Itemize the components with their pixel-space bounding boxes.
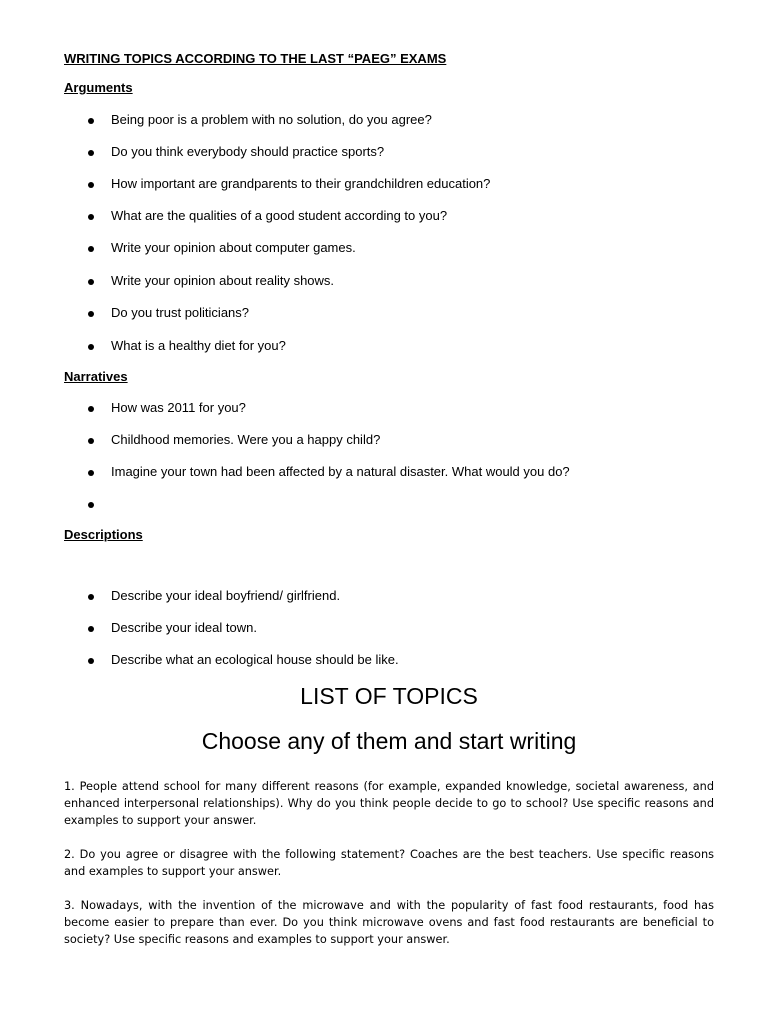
bullet-icon — [88, 344, 94, 350]
bullet-icon — [88, 626, 94, 632]
list-title: LIST OF TOPICS — [300, 683, 478, 709]
section-heading-descriptions: Descriptions — [64, 527, 143, 542]
bullet-icon — [88, 246, 94, 252]
bullet-icon — [88, 502, 94, 508]
document-page: WRITING TOPICS ACCORDING TO THE LAST “PAEG” EXAMS Arguments Being poor is a problem with no solution, do you agree? Do you think everybody should practice sports? How important are grandparents to their grandchildren education? What are the qualities of a good student according to you? Write your opinion about computer games. Write your opinion about reality shows. Do you trust politicians? What is a healthy diet for you? Narratives How was 2011 for you? Childhood memories. Were you a happy child? Imagine your town had been affected by a natural disaster. What would you do? Descriptions Describe your ideal boyfriend/ girlfriend. Describe your ideal town. Describe what an ecological house should be like. LIST OF TOPICS Choose any of them and start writing 1. People attend school for many different reasons (for example, expanded knowledge, societal awareness, and enhanced interpersonal relationships). Why do you think people decide to go to school? Use specific reasons and examples to support your answer. 2. Do you agree or disagree with the following statement? Coaches are the best teachers. Use specific reasons and examples to support your answer. 3. Nowadays, with the invention of the microwave and with the popularity of fast food restaurants, food has become easier to prepare than ever. Do you think microwave ovens and fast food restaurants are beneficial to society? Use specific reasons and examples to support your answer. — [0, 0, 768, 1024]
bullet-icon — [88, 406, 94, 412]
bullet-icon — [88, 470, 94, 476]
bullet-icon — [88, 150, 94, 156]
bullet-icon — [88, 279, 94, 285]
section-heading-arguments: Arguments — [64, 80, 133, 95]
topic-paragraph: 2. Do you agree or disagree with the following statement? Coaches are the best teachers. Use specific reasons and examples to support your answer. — [64, 848, 714, 878]
bullet-icon — [88, 214, 94, 220]
bullet-icon — [88, 438, 94, 444]
list-subtitle: Choose any of them and start writing — [201, 728, 577, 754]
section-heading-narratives: Narratives — [64, 369, 128, 384]
topic-paragraph: 3. Nowadays, with the invention of the microwave and with the popularity of fast food restaurants, food has become easier to prepare than ever. Do you think microwave ovens and fast food restaurants are beneficial to society? Use specific reasons and examples to support your answer. — [64, 899, 714, 946]
bullet-icon — [88, 182, 94, 188]
bullet-icon — [88, 118, 94, 124]
bullet-icon — [88, 658, 94, 664]
bullet-icon — [88, 594, 94, 600]
topic-paragraph: 1. People attend school for many different reasons (for example, expanded knowledge, societal awareness, and enhanced interpersonal relationships). Why do you think people decide to go to school? Use specific reasons and examples to support your answer. — [64, 780, 714, 827]
document-title: WRITING TOPICS ACCORDING TO THE LAST “PAEG” EXAMS — [64, 51, 447, 66]
bullet-icon — [88, 311, 94, 317]
